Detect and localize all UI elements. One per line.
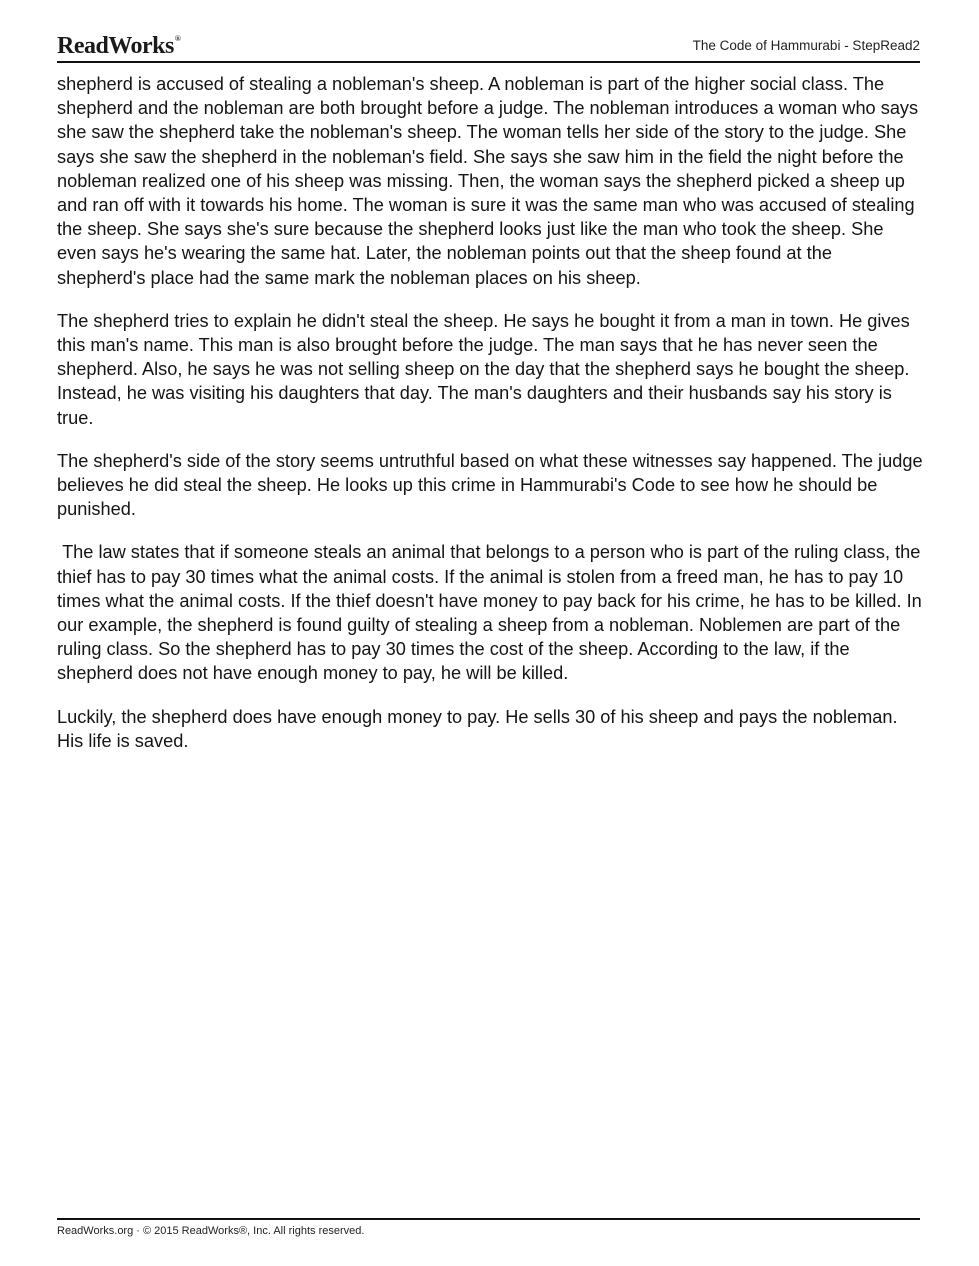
footer-copyright: ReadWorks.org · © 2015 ReadWorks®, Inc. All rights reserved.	[57, 1225, 365, 1237]
paragraph-1: shepherd is accused of stealing a nobleman's sheep. A nobleman is part of the higher social class. The shepherd and the nobleman are both brought before a judge. The nobleman introduces a woman who says she saw the shepherd take the nobleman's sheep. The woman tells her side of the story to the judge. She says she saw the shepherd in the nobleman's field. She says she saw him in the field the night before the nobleman realized one of his sheep was missing. Then, the woman says the shepherd picked a sheep up and ran off with it towards his home. The woman is sure it was the same man who was accused of stealing the sheep. She says she's sure because the shepherd looks just like the man who took the sheep. She even says he's wearing the same hat. Later, the nobleman points out that the sheep found at the shepherd's place had the same mark the nobleman places on his sheep.	[57, 74, 919, 288]
footer-divider	[57, 1218, 920, 1220]
readworks-logo	[57, 33, 180, 60]
article-body	[57, 72, 927, 772]
logo-registered-mark: ®	[174, 34, 181, 43]
header-divider	[57, 61, 920, 63]
paragraph-2: The shepherd tries to explain he didn't steal the sheep. He says he bought it from a man in town. He gives this man's name. This man is also brought before the judge. The man says that he has never seen the shepherd. Also, he says he was not selling sheep on the day that the shepherd says he bought the sheep. Instead, he was visiting his daughters that day. The man's daughters and their husbands say his story is true.	[57, 310, 910, 428]
page-header	[57, 30, 920, 62]
paragraph-4: The law states that if someone steals an animal that belongs to a person who is part of the ruling class, the thief has to pay 30 times what the animal costs. If the animal is stolen from a freed man, he has to pay 10 times what the animal costs. If the thief doesn't have money to pay back for his crime, he has to be killed. In our example, the shepherd is found guilty of stealing a sheep from a nobleman. Noblemen are part of the ruling class. So the shepherd has to pay 30 times the cost of the sheep. According to the law, if the shepherd does not have enough money to pay, he will be killed.	[57, 542, 927, 684]
document-title: The Code of Hammurabi - StepRead2	[692, 38, 920, 53]
paragraph-3: The shepherd's side of the story seems untruthful based on what these witnesses say happened. The judge believes he did steal the sheep. He looks up this crime in Hammurabi's Code to see how he should be punished.	[57, 450, 923, 520]
paragraph-5: Luckily, the shepherd does have enough money to pay. He sells 30 of his sheep and pays the nobleman. His life is saved.	[57, 706, 898, 751]
logo-text: ReadWorks	[57, 33, 174, 59]
